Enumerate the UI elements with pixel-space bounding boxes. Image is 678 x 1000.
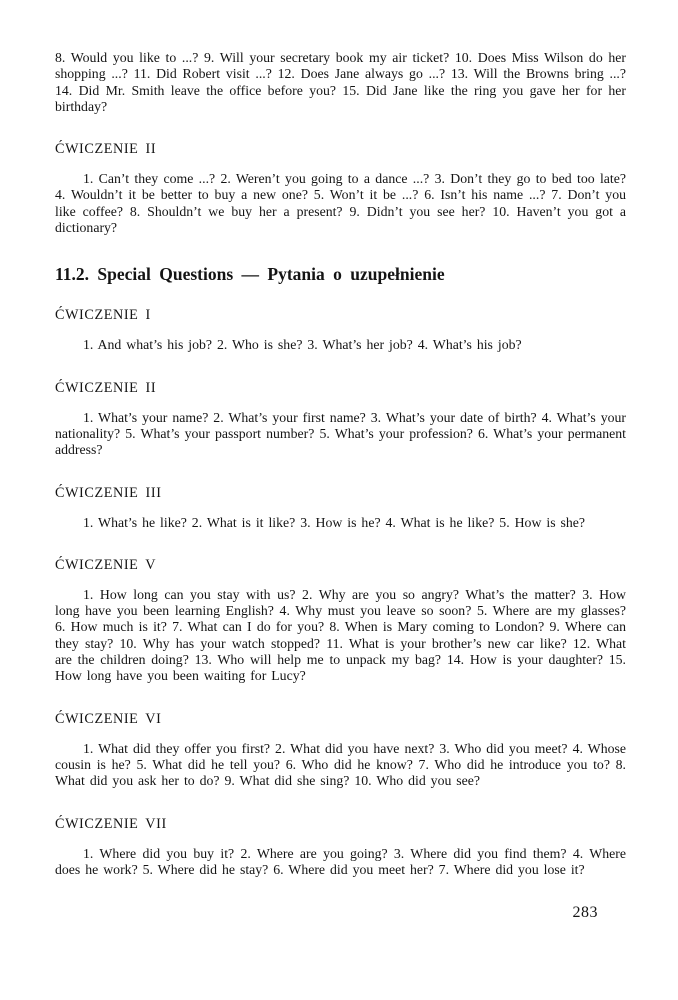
exercise-paragraph: 1. What’s he like? 2. What is it like? 3. How is he? 4. What is he like? 5. How is she?	[83, 514, 586, 530]
exercise-heading-cwiczenie-2b: ĆWICZENIE II	[55, 379, 157, 396]
exercise-paragraph: 1. Where did you buy it? 2. Where are you going? 3. Where did you find them? 4. Where does he work? 5. Where did he stay? 6. Where did you meet her? 7. Where did you lose it?	[55, 845, 626, 877]
paragraph-continuation: 8. Would you like to ...? 9. Will your secretary book my air ticket? 10. Does Miss Wilson do her shopping ...? 11. Did Robert visit ...? 12. Does Jane always go ...? 13. Will the Browns bring ...? 14. Did Mr. Smith leave the office before you? 15. Did Jane like the ring you gave her for her birthday?	[55, 50, 626, 114]
section-heading-11-2: 11.2. Special Questions — Pytania o uzupełnienie	[55, 264, 445, 285]
page-number: 283	[572, 904, 598, 921]
exercise-paragraph: 1. How long can you stay with us? 2. Why are you so angry? What’s the matter? 3. How long have you been learning English? 4. Why must you leave so soon? 5. Where are my glasses? 6. How much is it? 7. What can I do for you? 8. When is Mary coming to London? 9. Where can they stay? 10. Why has your watch stopped? 11. What is your brother’s new car like? 12. What are the children doing? 13. Who will help me to unpack my bag? 14. How is your daughter? 15. How long have you been waiting for Lucy?	[55, 586, 626, 684]
exercise-heading-cwiczenie-1: ĆWICZENIE I	[55, 307, 151, 324]
exercise-paragraph: 1. What did they offer you first? 2. What did you have next? 3. Who did you meet? 4. Whose cousin is he? 5. What did he tell you? 6. Who did he know? 7. Who did he introduce you to? 8. What did you ask her to do? 9. What did she sing? 10. Who did you see?	[55, 740, 626, 789]
exercise-heading-cwiczenie-3: ĆWICZENIE III	[55, 484, 162, 501]
exercise-paragraph: 1. And what’s his job? 2. Who is she? 3. What’s her job? 4. What’s his job?	[83, 337, 522, 353]
exercise-heading-cwiczenie-2: ĆWICZENIE II	[55, 141, 157, 158]
exercise-heading-cwiczenie-6: ĆWICZENIE VI	[55, 710, 162, 727]
exercise-paragraph: 1. What’s your name? 2. What’s your first name? 3. What’s your date of birth? 4. What’s your nationality? 5. What’s your passport number? 5. What’s your profession? 6. What’s your permanent address?	[55, 409, 626, 458]
exercise-heading-cwiczenie-7: ĆWICZENIE VII	[55, 815, 167, 832]
exercise-heading-cwiczenie-5: ĆWICZENIE V	[55, 556, 157, 573]
exercise-paragraph: 1. Can’t they come ...? 2. Weren’t you going to a dance ...? 3. Don’t they go to bed too late? 4. Wouldn’t it be better to buy a new one? 5. Won’t it be ...? 6. Isn’t his name ...? 7. Don’t you like coffee? 8. Shouldn’t we buy her a present? 9. Didn’t you see her? 10. Haven’t you got a dictionary?	[55, 171, 626, 236]
